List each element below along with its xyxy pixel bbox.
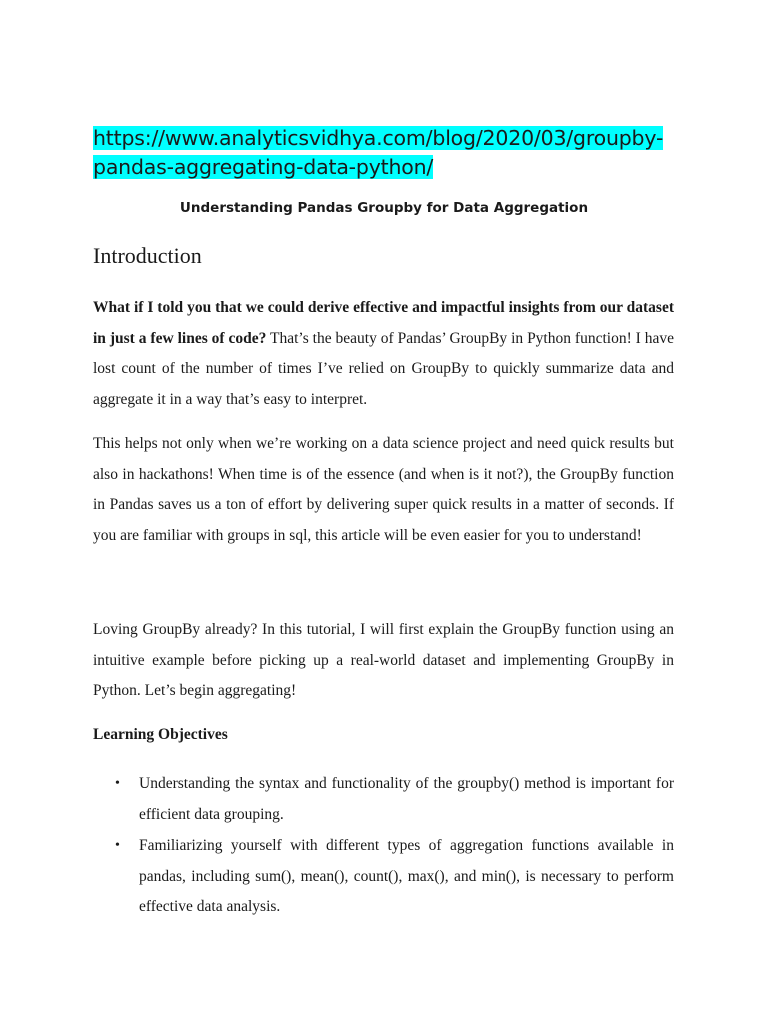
intro-paragraph-1-rest: That’s the beauty of Pandas’ GroupBy in Python function! I have lost count of the number of times I’ve relied on GroupBy to quickly summarize data and aggregate it in a way that’s easy to interpret. — [93, 329, 674, 408]
intro-paragraph-1 — [93, 293, 674, 415]
introduction-heading: Introduction — [93, 243, 202, 268]
source-url[interactable] — [93, 124, 664, 182]
bullet-icon: • — [115, 776, 120, 791]
learning-objectives-list — [93, 769, 674, 924]
url-line-1-wrap — [93, 124, 664, 153]
url-line-1[interactable]: https://www.analyticsvidhya.com/blog/2020/03/groupby- — [93, 126, 664, 150]
article-subtitle: Understanding Pandas Groupby for Data Aggregation — [179, 200, 589, 216]
objective-text-1: Understanding the syntax and functionality of the groupby() method is important for efficient data grouping. — [139, 775, 674, 823]
url-line-2-wrap — [93, 153, 653, 182]
intro-paragraph-2: This helps not only when we’re working on a data science project and need quick results but also in hackathons! When time is of the essence (and when is it not?), the GroupBy function in Pandas saves us a ton of effort by delivering super quick results in a matter of seconds. If you are familiar with groups in sql, this article will be even easier for you to understand! — [93, 435, 674, 544]
list-item — [93, 769, 674, 830]
list-item — [93, 831, 674, 923]
bullet-icon: • — [115, 838, 120, 853]
url-line-2[interactable]: pandas-aggregating-data-python/ — [93, 155, 434, 179]
objective-text-2: Familiarizing yourself with different types of aggregation functions available in pandas, including sum(), mean(), count(), max(), and min(), is necessary to perform effective data analysis. — [139, 837, 674, 915]
learning-objectives-heading: Learning Objectives — [93, 726, 228, 743]
intro-paragraph-3: Loving GroupBy already? In this tutorial, I will first explain the GroupBy function using an intuitive example before picking up a real-world dataset and implementing GroupBy in Python. Let’s begin aggregating! — [93, 621, 674, 699]
intro-paragraph-1-bold: What if I told you that we could derive effective and impactful insights from our dataset in just a few lines of code? — [93, 299, 674, 347]
